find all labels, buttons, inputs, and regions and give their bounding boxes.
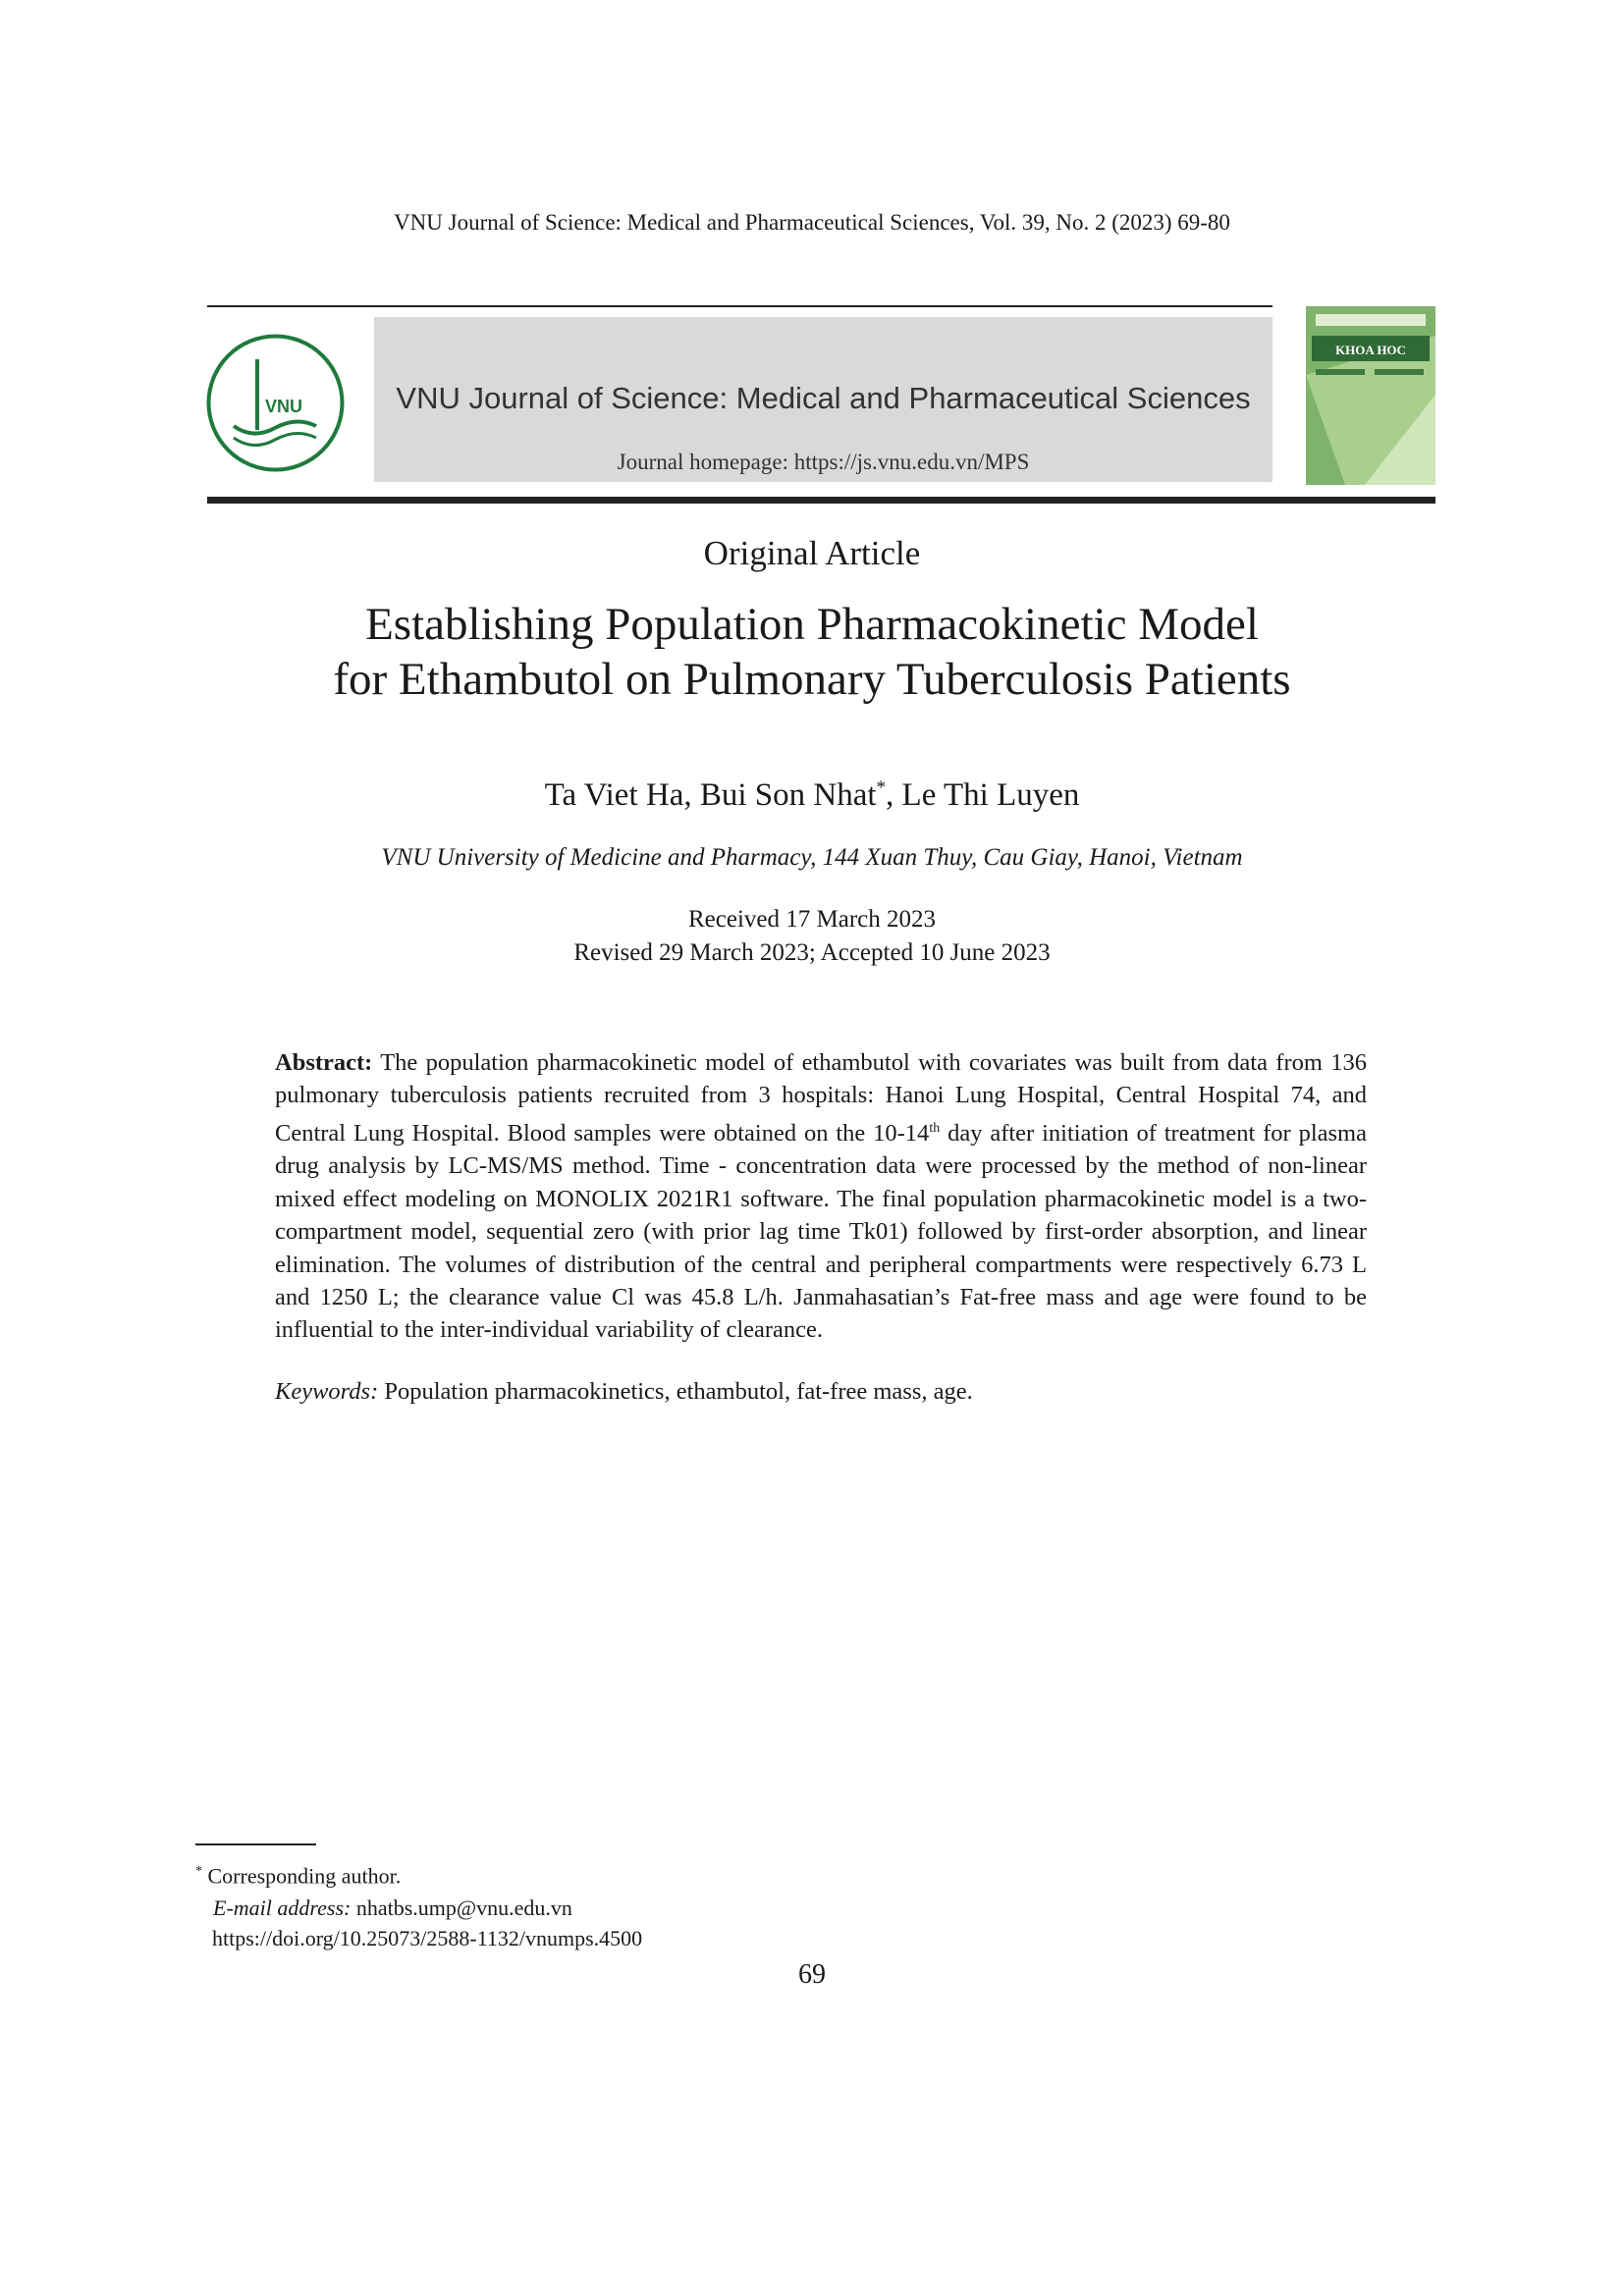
footnote [195,1855,572,1924]
affiliation: VNU University of Medicine and Pharmacy, 144 Xuan Thuy, Cau Giay, Hanoi, Vietnam [381,844,1243,871]
journal-homepage: Journal homepage: https://js.vnu.edu.vn/MPS [617,450,1030,474]
article-title [196,597,1428,707]
authors-part-2: , Le Thi Luyen [886,777,1080,813]
corresponding-author-note [195,1855,572,1892]
header-rule [207,305,1272,307]
email-line [195,1892,572,1924]
revised-accepted-date: Revised 29 March 2023; Accepted 10 June 2023 [573,939,1051,966]
abstract-text-b: day after initiation of treatment for plasma drug analysis by LC-MS/MS method. Time - concentration data were processed by the method of non-linear mixed effect modeling on MONOLIX 2021R1 software. The final population pharmacokinetic model is a two-compartment model, sequential zero (with prior lag time Tk01) followed by first-order absorption, and linear elimination. The volumes of distribution of the central and peripheral compartments were respectively 6.73 L and 1250 L; the clearance value Cl was 45.8 L/h. Janmahasatian’s Fat-free mass and age were found to be influential to the inter-individual variability of clearance. [275,1119,1367,1344]
abstract [275,1046,1367,1347]
keywords [275,1378,1367,1406]
footnote-text: Corresponding author. [202,1863,402,1889]
cover-title: KHOA HOC [1335,343,1406,357]
abstract-text-a: The population pharmacokinetic model of ethambutol with covariates was built from data from 136 pulmonary tuberculosis patients recruited from 3 hospitals: Hanoi Lung Hospital, Central Hospital 74, and Central Lung Hospital. Blood samples were obtained on the 10-14 [275,1049,1367,1147]
journal-cover-thumbnail [1306,306,1435,485]
title-line-2: for Ethambutol on Pulmonary Tuberculosis Patients [333,654,1291,705]
keywords-label: Keywords: [275,1378,379,1405]
email-label: E-mail address: [213,1896,352,1921]
vnu-logo [204,332,347,474]
banner-title: VNU Journal of Science: Medical and Pharmaceutical Sciences [396,381,1251,415]
article-dates [0,903,1624,970]
author-list [0,777,1624,814]
page-number: 69 [798,1959,826,1990]
abstract-superscript: th [929,1120,941,1136]
doi-link[interactable]: https://doi.org/10.25073/2588-1132/vnumps.4500 [212,1926,643,1950]
abstract-label: Abstract: [275,1049,373,1076]
received-date: Received 17 March 2023 [687,906,936,933]
title-line-1: Establishing Population Pharmacokinetic Model [365,599,1259,650]
footnote-rule [195,1843,316,1845]
banner-rule [207,497,1435,504]
running-head: VNU Journal of Science: Medical and Pharmaceutical Sciences, Vol. 39, No. 2 (2023) 69-80 [394,210,1230,235]
corresponding-mark: * [876,777,887,798]
footnote-mark: * [195,1864,202,1879]
authors-part-1: Ta Viet Ha, Bui Son Nhat [544,777,877,813]
email-address[interactable]: nhatbs.ump@vnu.edu.vn [351,1896,572,1921]
logo-text: VNU [265,397,303,416]
article-type: Original Article [703,534,921,572]
keywords-text: Population pharmacokinetics, ethambutol, fat-free mass, age. [378,1378,973,1405]
